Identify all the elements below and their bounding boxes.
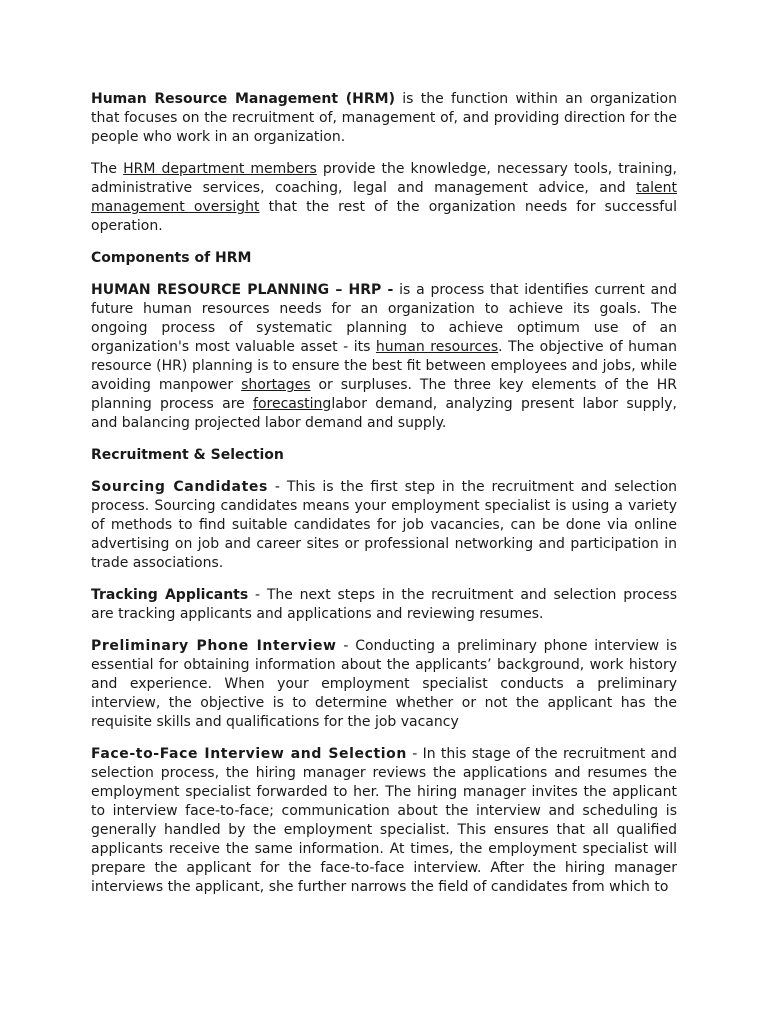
talent-management-oversight-link[interactable]: talent management oversight [91, 180, 677, 215]
hrp-text-1: is a process that identifies current and future human resources needs for an organization to achieve its goals. The ongoing process of systematic planning to achieve optimum use of an organization's most valuable asset - its [91, 282, 677, 355]
face-interview-paragraph [91, 745, 677, 897]
hrp-text-4: labor demand, analyzing present labor supply, and balancing projected labor demand and supply. [91, 396, 677, 431]
phone-interview-paragraph [91, 637, 677, 732]
tracking-term: Tracking Applicants [91, 587, 249, 603]
department-text-post: that the rest of the organization needs for successful operation. [91, 199, 677, 234]
hrp-paragraph [91, 281, 677, 433]
phone-interview-term: Preliminary Phone Interview [91, 638, 337, 654]
hrp-term: HUMAN RESOURCE PLANNING – HRP - [91, 282, 394, 298]
components-heading: Components of HRM [91, 250, 252, 266]
department-text-pre: The [91, 161, 124, 177]
recruitment-heading: Recruitment & Selection [91, 447, 284, 463]
human-resources-link[interactable]: human resources [375, 339, 499, 355]
hrm-department-members-link[interactable]: HRM department members [123, 161, 317, 177]
face-interview-term: Face-to-Face Interview and Selection [91, 746, 407, 762]
intro-paragraph [91, 90, 677, 147]
tracking-paragraph [91, 586, 677, 624]
sourcing-text: - This is the first step in the recruitment and selection process. Sourcing candidates means your employment specialist is using a variety of methods to find suitable candidates for job vacancies, can be done via online advertising on job and career sites or professional networking and participation in trade associations. [91, 479, 678, 571]
department-paragraph [91, 160, 677, 236]
face-interview-text: - In this stage of the recruitment and selection process, the hiring manager reviews the applications and resumes the employment specialist forwarded to her. The hiring manager invites the applicant to interview face-to-face; communication about the interview and scheduling is generally handled by the employment specialist. This ensures that all qualified applicants receive the same information. At times, the employment specialist will prepare the applicant for the face-to-face interview. After the hiring manager interviews the applicant, she further narrows the field of candidates from which to [91, 746, 677, 895]
phone-interview-text: - Conducting a preliminary phone interview is essential for obtaining information about the applicants’ background, work history and experience. When your employment specialist conducts a preliminary interview, the objective is to determine whether or not the applicant has the requisite skills and qualifications for the job vacancy [91, 638, 678, 730]
shortages-link[interactable]: shortages [241, 377, 311, 393]
sourcing-paragraph [91, 478, 677, 573]
tracking-text: - The next steps in the recruitment and selection process are tracking applicants and applications and reviewing resumes. [91, 587, 677, 622]
document-page [91, 90, 677, 910]
department-text-mid: provide the knowledge, necessary tools, training, administrative services, coaching, legal and management advice, and [91, 161, 677, 196]
forecasting-link[interactable]: forecasting [253, 396, 332, 412]
sourcing-term: Sourcing Candidates [91, 479, 268, 495]
intro-text: is the function within an organization that focuses on the recruitment of, management of, and providing direction for the people who work in an organization. [91, 91, 677, 145]
hrp-text-3: or surpluses. The three key elements of the HR planning process are [91, 377, 677, 412]
intro-term: Human Resource Management (HRM) [91, 91, 395, 107]
hrp-text-2: . The objective of human resource (HR) planning is to ensure the best fit between employees and jobs, while avoiding manpower [91, 339, 677, 393]
